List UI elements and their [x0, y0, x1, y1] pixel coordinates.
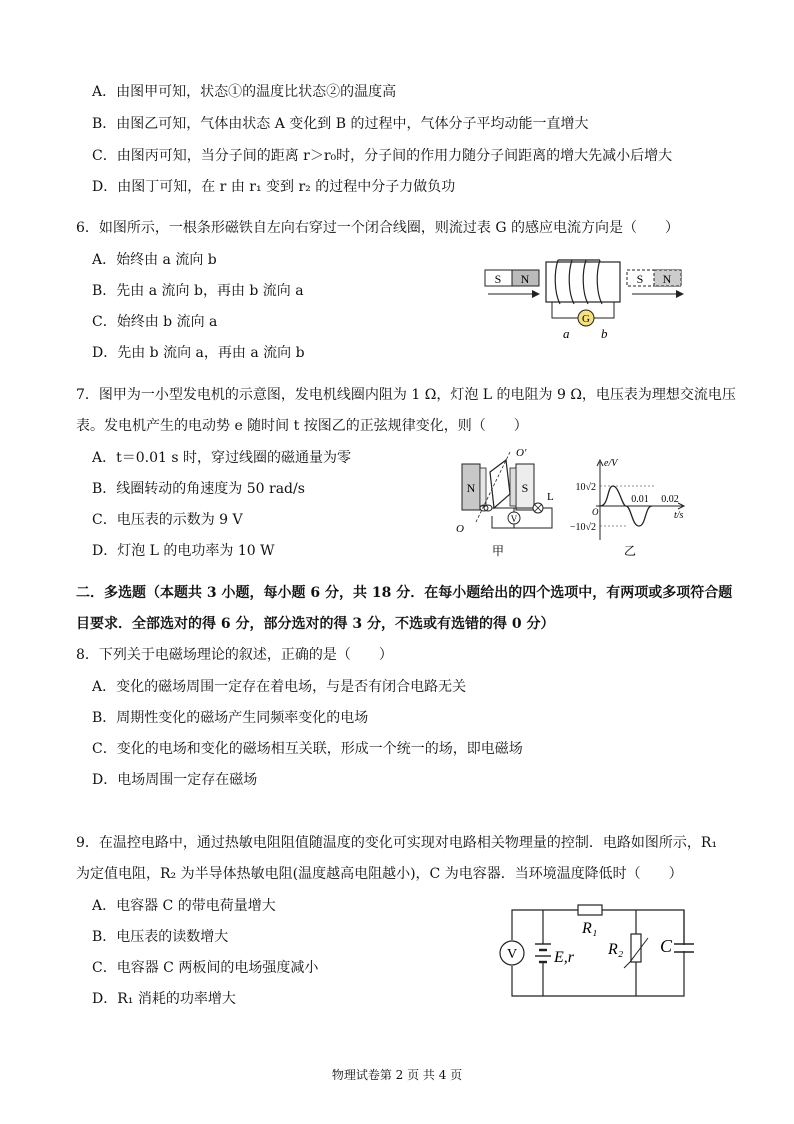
q6-label-b: b: [601, 326, 608, 341]
q6-meter-label: G: [582, 313, 590, 325]
q7-chart-xtick-1: 0.01: [631, 494, 649, 505]
section2-header-line1: 二．多选题（本题共 3 小题，每小题 6 分，共 18 分．在每小题给出的四个选项中，有两项或多项符合题: [76, 585, 733, 601]
arrow-right-icon: [676, 290, 684, 298]
q5-option-a: A．由图甲可知，状态①的温度比状态②的温度高: [92, 84, 397, 100]
q9-voltmeter-label: V: [506, 947, 518, 962]
q7-chart-ytick-top: 10√2: [575, 482, 596, 493]
q7-chart-ytick-bottom: −10√2: [569, 522, 596, 533]
q9-resistor-r1: [578, 905, 602, 915]
q7-generator-figure: [452, 446, 564, 564]
q6-option-a: A．始终由 a 流向 b: [92, 252, 217, 268]
q7-stem-line1: 7．图甲为一小型发电机的示意图，发电机线圈内阻为 1 Ω，灯泡 L 的电阻为 9 Ω，电压表为理想交流电压: [76, 387, 736, 403]
q9-source-label: E,r: [554, 949, 574, 966]
q9-option-b: B．电压表的读数增大: [92, 929, 229, 945]
q6-magnet-right-s: S: [636, 272, 644, 286]
q9-thermistor-r2: [631, 934, 641, 962]
q7-option-b: B．线圈转动的角速度为 50 rad/s: [92, 481, 305, 497]
q8-stem: 8．下列关于电磁场理论的叙述，正确的是（ ）: [76, 647, 393, 663]
q6-label-a: a: [563, 326, 570, 341]
q9-option-c: C．电容器 C 两板间的电场强度减小: [92, 960, 319, 976]
q8-option-b: B．周期性变化的磁场产生同频率变化的电场: [92, 710, 369, 726]
q8-option-c: C．变化的电场和变化的磁场相互关联，形成一个统一的场，即电磁场: [92, 741, 523, 757]
q9-option-a: A．电容器 C 的带电荷量增大: [92, 898, 276, 914]
q6-magnet-right-n: N: [662, 272, 672, 286]
q9-option-d: D．R₁ 消耗的功率增大: [92, 991, 236, 1007]
q5-option-d: D．由图丁可知，在 r 由 r₁ 变到 r₂ 的过程中分子力做负功: [92, 179, 456, 195]
q7-stem-line2: 表。发电机产生的电动势 e 随时间 t 按图乙的正弦规律变化，则（ ）: [76, 418, 528, 434]
q8-option-a: A．变化的磁场周围一定存在着电场，与是否有闭合电路无关: [92, 679, 467, 695]
q7-coil: [490, 460, 510, 508]
arrow-right-icon: [532, 290, 540, 298]
q7-lamp-label: L: [547, 491, 554, 503]
q7-voltmeter-label: V: [510, 514, 518, 524]
q8-option-d: D．电场周围一定存在磁场: [92, 772, 258, 788]
q7-pole-s-label: S: [521, 481, 529, 495]
q6-magnet-left-s: S: [494, 272, 502, 286]
q6-figure: [480, 252, 690, 344]
q9-stem-line2: 为定值电阻，R₂ 为半导体热敏电阻(温度越高电阻越小)，C 为电容器．当环境温度降低时（ ）: [76, 866, 683, 882]
q9-r2-label: R₂: [608, 941, 624, 958]
q7-figure-yi-caption: 乙: [623, 544, 637, 558]
q9-capacitor-label: C: [660, 936, 673, 956]
q9-r1-label: R₁: [582, 920, 598, 937]
page-footer: 物理试卷第 2 页 共 4 页: [331, 1068, 463, 1082]
q7-axis-top-label: O′: [516, 447, 527, 459]
q7-option-d: D．灯泡 L 的电功率为 10 W: [92, 543, 275, 559]
q9-circuit-figure: [496, 900, 700, 1004]
q6-coil-windings: [555, 260, 602, 304]
q5-option-c: C．由图丙可知，当分子间的距离 r＞r₀时，分子间的作用力随分子间距离的增大先减小后增大: [92, 148, 673, 164]
q6-option-c: C．始终由 b 流向 a: [92, 314, 218, 330]
q9-stem-line1: 9．在温控电路中，通过热敏电阻阻值随温度的变化可实现对电路相关物理量的控制．电路如图所示，R₁: [76, 835, 718, 851]
q7-pole-n-label: N: [466, 481, 476, 495]
q7-chart-origin: O: [592, 507, 599, 517]
q6-option-b: B．先由 a 流向 b，再由 b 流向 a: [92, 283, 304, 299]
q7-figure-jia-caption: 甲: [491, 544, 505, 558]
q5-option-b: B．由图乙可知，气体由状态 A 变化到 B 的过程中，气体分子平均动能一直增大: [92, 116, 589, 132]
q7-axis-bottom-label: O: [456, 523, 464, 535]
q7-emf-chart: [560, 452, 690, 564]
q7-chart-ylabel: e/V: [604, 458, 618, 469]
q6-stem: 6．如图所示，一根条形磁铁自左向右穿过一个闭合线圈，则流过表 G 的感应电流方向是（ ）: [76, 220, 679, 236]
q7-option-c: C．电压表的示数为 9 V: [92, 512, 243, 528]
q7-chart-xlabel: t/s: [674, 510, 684, 521]
q6-magnet-left-n: N: [520, 272, 530, 286]
q7-chart-xtick-2: 0.02: [661, 494, 679, 505]
section2-header-line2: 目要求．全部选对的得 6 分，部分选对的得 3 分，不选或有选错的得 0 分）: [76, 616, 555, 632]
q6-option-d: D．先由 b 流向 a，再由 a 流向 b: [92, 345, 305, 361]
q7-option-a: A．t＝0.01 s 时，穿过线圈的磁通量为零: [92, 450, 351, 466]
